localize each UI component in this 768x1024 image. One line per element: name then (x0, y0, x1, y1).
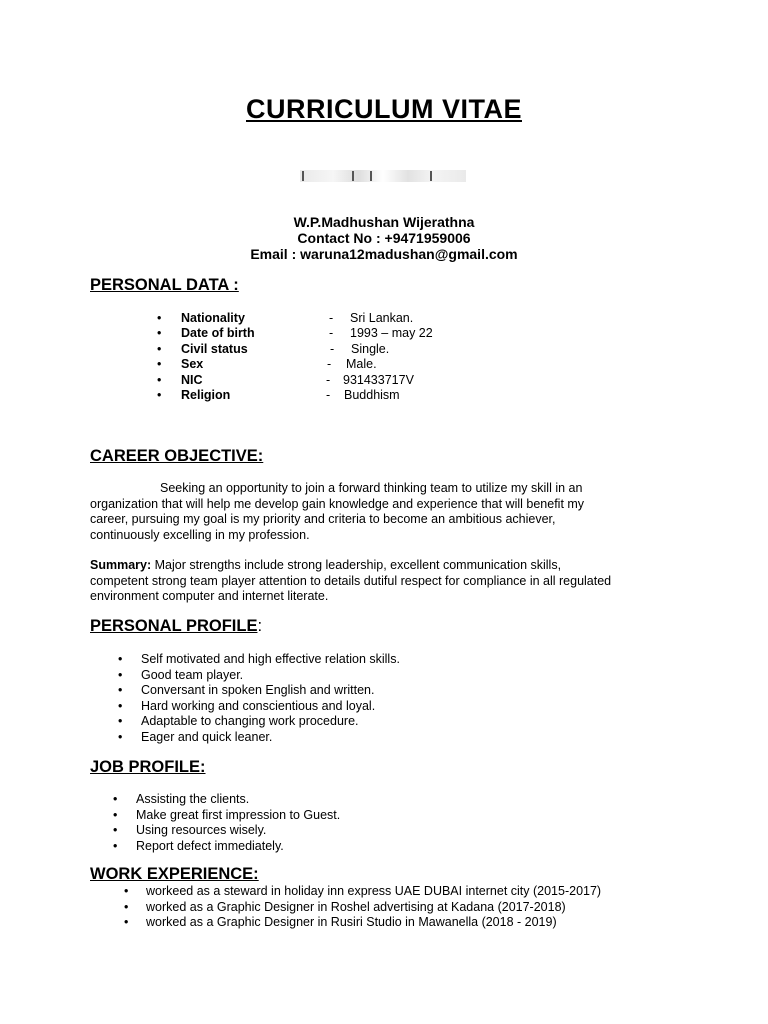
paragraph-line: organization that will help me develop gain knowledge and experience that will benefit my (90, 496, 585, 511)
paragraph-line-text: Seeking an opportunity to join a forward thinking team to utilize my skill in an (160, 481, 583, 495)
personal-profile-heading-text: PERSONAL PROFILE (90, 617, 258, 635)
list-item-text: Adaptable to changing work procedure. (141, 714, 359, 728)
field-value: Single. (351, 341, 390, 356)
bullet-icon: • (118, 667, 123, 682)
separator: - (327, 357, 332, 372)
document-title: CURRICULUM VITAE (246, 94, 522, 124)
field-label: NIC (181, 372, 203, 387)
contact-phone: Contact No : +9471959006 (297, 230, 471, 246)
list-item-text: Assisting the clients. (136, 792, 250, 806)
personal-data-list (157, 311, 557, 403)
bullet-icon: • (118, 729, 123, 744)
list-item-text: Report defect immediately. (136, 838, 284, 853)
list-item-text: Good team player. (141, 667, 244, 682)
photo-fragment (430, 171, 432, 181)
bullet-icon: • (113, 838, 118, 853)
personal-data-item (157, 311, 557, 326)
field-value: 1993 – may 22 (350, 326, 433, 341)
work-experience-heading-text: WORK EXPERIENCE: (90, 865, 259, 883)
photo-fragment (370, 171, 372, 181)
field-label: Date of birth (181, 326, 255, 341)
bullet-icon: • (157, 357, 162, 372)
paragraph-line: competent strong team player attention to details dutiful respect for compliance in all regulated (90, 573, 612, 588)
separator: - (326, 387, 331, 402)
bullet-icon: • (118, 683, 123, 697)
candidate-name: W.P.Madhushan Wijerathna (293, 214, 475, 230)
personal-profile-heading (90, 617, 262, 636)
summary-label: Summary: (90, 558, 152, 572)
bullet-icon: • (124, 915, 129, 929)
list-item-text: Using resources wisely. (136, 823, 267, 837)
bullet-icon: • (113, 792, 118, 806)
photo-fragment (352, 171, 354, 181)
field-label: Religion (181, 387, 231, 402)
bullet-icon: • (157, 311, 162, 325)
paragraph-line: career, pursuing my goal is my priority and criteria to become an ambitious achiever, (90, 512, 556, 526)
job-profile-heading-text: JOB PROFILE: (90, 758, 206, 776)
paragraph-line (90, 481, 676, 497)
personal-data-item (157, 388, 557, 403)
career-objective-text (90, 481, 676, 543)
paragraph-line: environment computer and internet literate. (90, 589, 329, 603)
field-value: Sri Lankan. (350, 311, 414, 325)
bullet-icon: • (113, 823, 118, 837)
separator: - (330, 341, 335, 356)
contact-block (0, 214, 768, 262)
field-value: 931433717V (343, 372, 414, 387)
photo-fragment (302, 171, 304, 181)
field-value: Male. (346, 357, 377, 372)
list-item-text: Make great first impression to Guest. (136, 807, 341, 822)
personal-data-item (157, 326, 557, 341)
personal-data-item (157, 357, 557, 372)
paragraph-line: continuously excelling in my profession. (90, 527, 310, 542)
separator: - (329, 326, 334, 341)
profile-photo (300, 170, 466, 182)
bullet-icon: • (157, 326, 162, 341)
field-value: Buddhism (344, 387, 400, 402)
bullet-icon: • (118, 652, 123, 666)
list-item-text: Hard working and conscientious and loyal. (141, 698, 376, 713)
bullet-icon: • (113, 807, 118, 822)
field-label: Civil status (181, 341, 248, 356)
bullet-icon: • (157, 387, 162, 402)
separator: - (326, 372, 331, 387)
separator: - (329, 311, 334, 325)
list-item-text: worked as a Graphic Designer in Rusiri Studio in Mawanella (2018 - 2019) (146, 915, 557, 929)
field-label: Nationality (181, 311, 245, 325)
contact-email: Email : waruna12madushan@gmail.com (250, 246, 518, 262)
list-item-text: worked as a Graphic Designer in Roshel advertising at Kadana (2017-2018) (146, 899, 566, 914)
job-profile-heading (90, 758, 206, 777)
list-item-text: Self motivated and high effective relation skills. (141, 652, 400, 666)
summary-text (90, 558, 676, 605)
personal-data-item (157, 373, 557, 388)
paragraph-line (90, 558, 676, 574)
heading-colon: : (257, 617, 263, 635)
list-item-text: Eager and quick leaner. (141, 729, 273, 744)
personal-data-item (157, 342, 557, 357)
work-experience-heading (90, 865, 259, 884)
career-objective-heading (90, 447, 263, 466)
personal-data-heading (90, 276, 239, 295)
bullet-icon: • (124, 899, 129, 914)
bullet-icon: • (157, 372, 162, 387)
personal-data-heading-text: PERSONAL DATA : (90, 276, 239, 294)
paragraph-line-text: Major strengths include strong leadership, excellent communication skills, (151, 558, 562, 572)
bullet-icon: • (124, 884, 129, 898)
bullet-icon: • (118, 714, 123, 728)
list-item-text: Conversant in spoken English and written. (141, 683, 375, 697)
bullet-icon: • (157, 341, 162, 356)
bullet-icon: • (118, 698, 123, 713)
list-item-text: workeed as a steward in holiday inn express UAE DUBAI internet city (2015-2017) (146, 884, 602, 898)
career-objective-heading-text: CAREER OBJECTIVE: (90, 447, 264, 465)
field-label: Sex (181, 357, 204, 372)
